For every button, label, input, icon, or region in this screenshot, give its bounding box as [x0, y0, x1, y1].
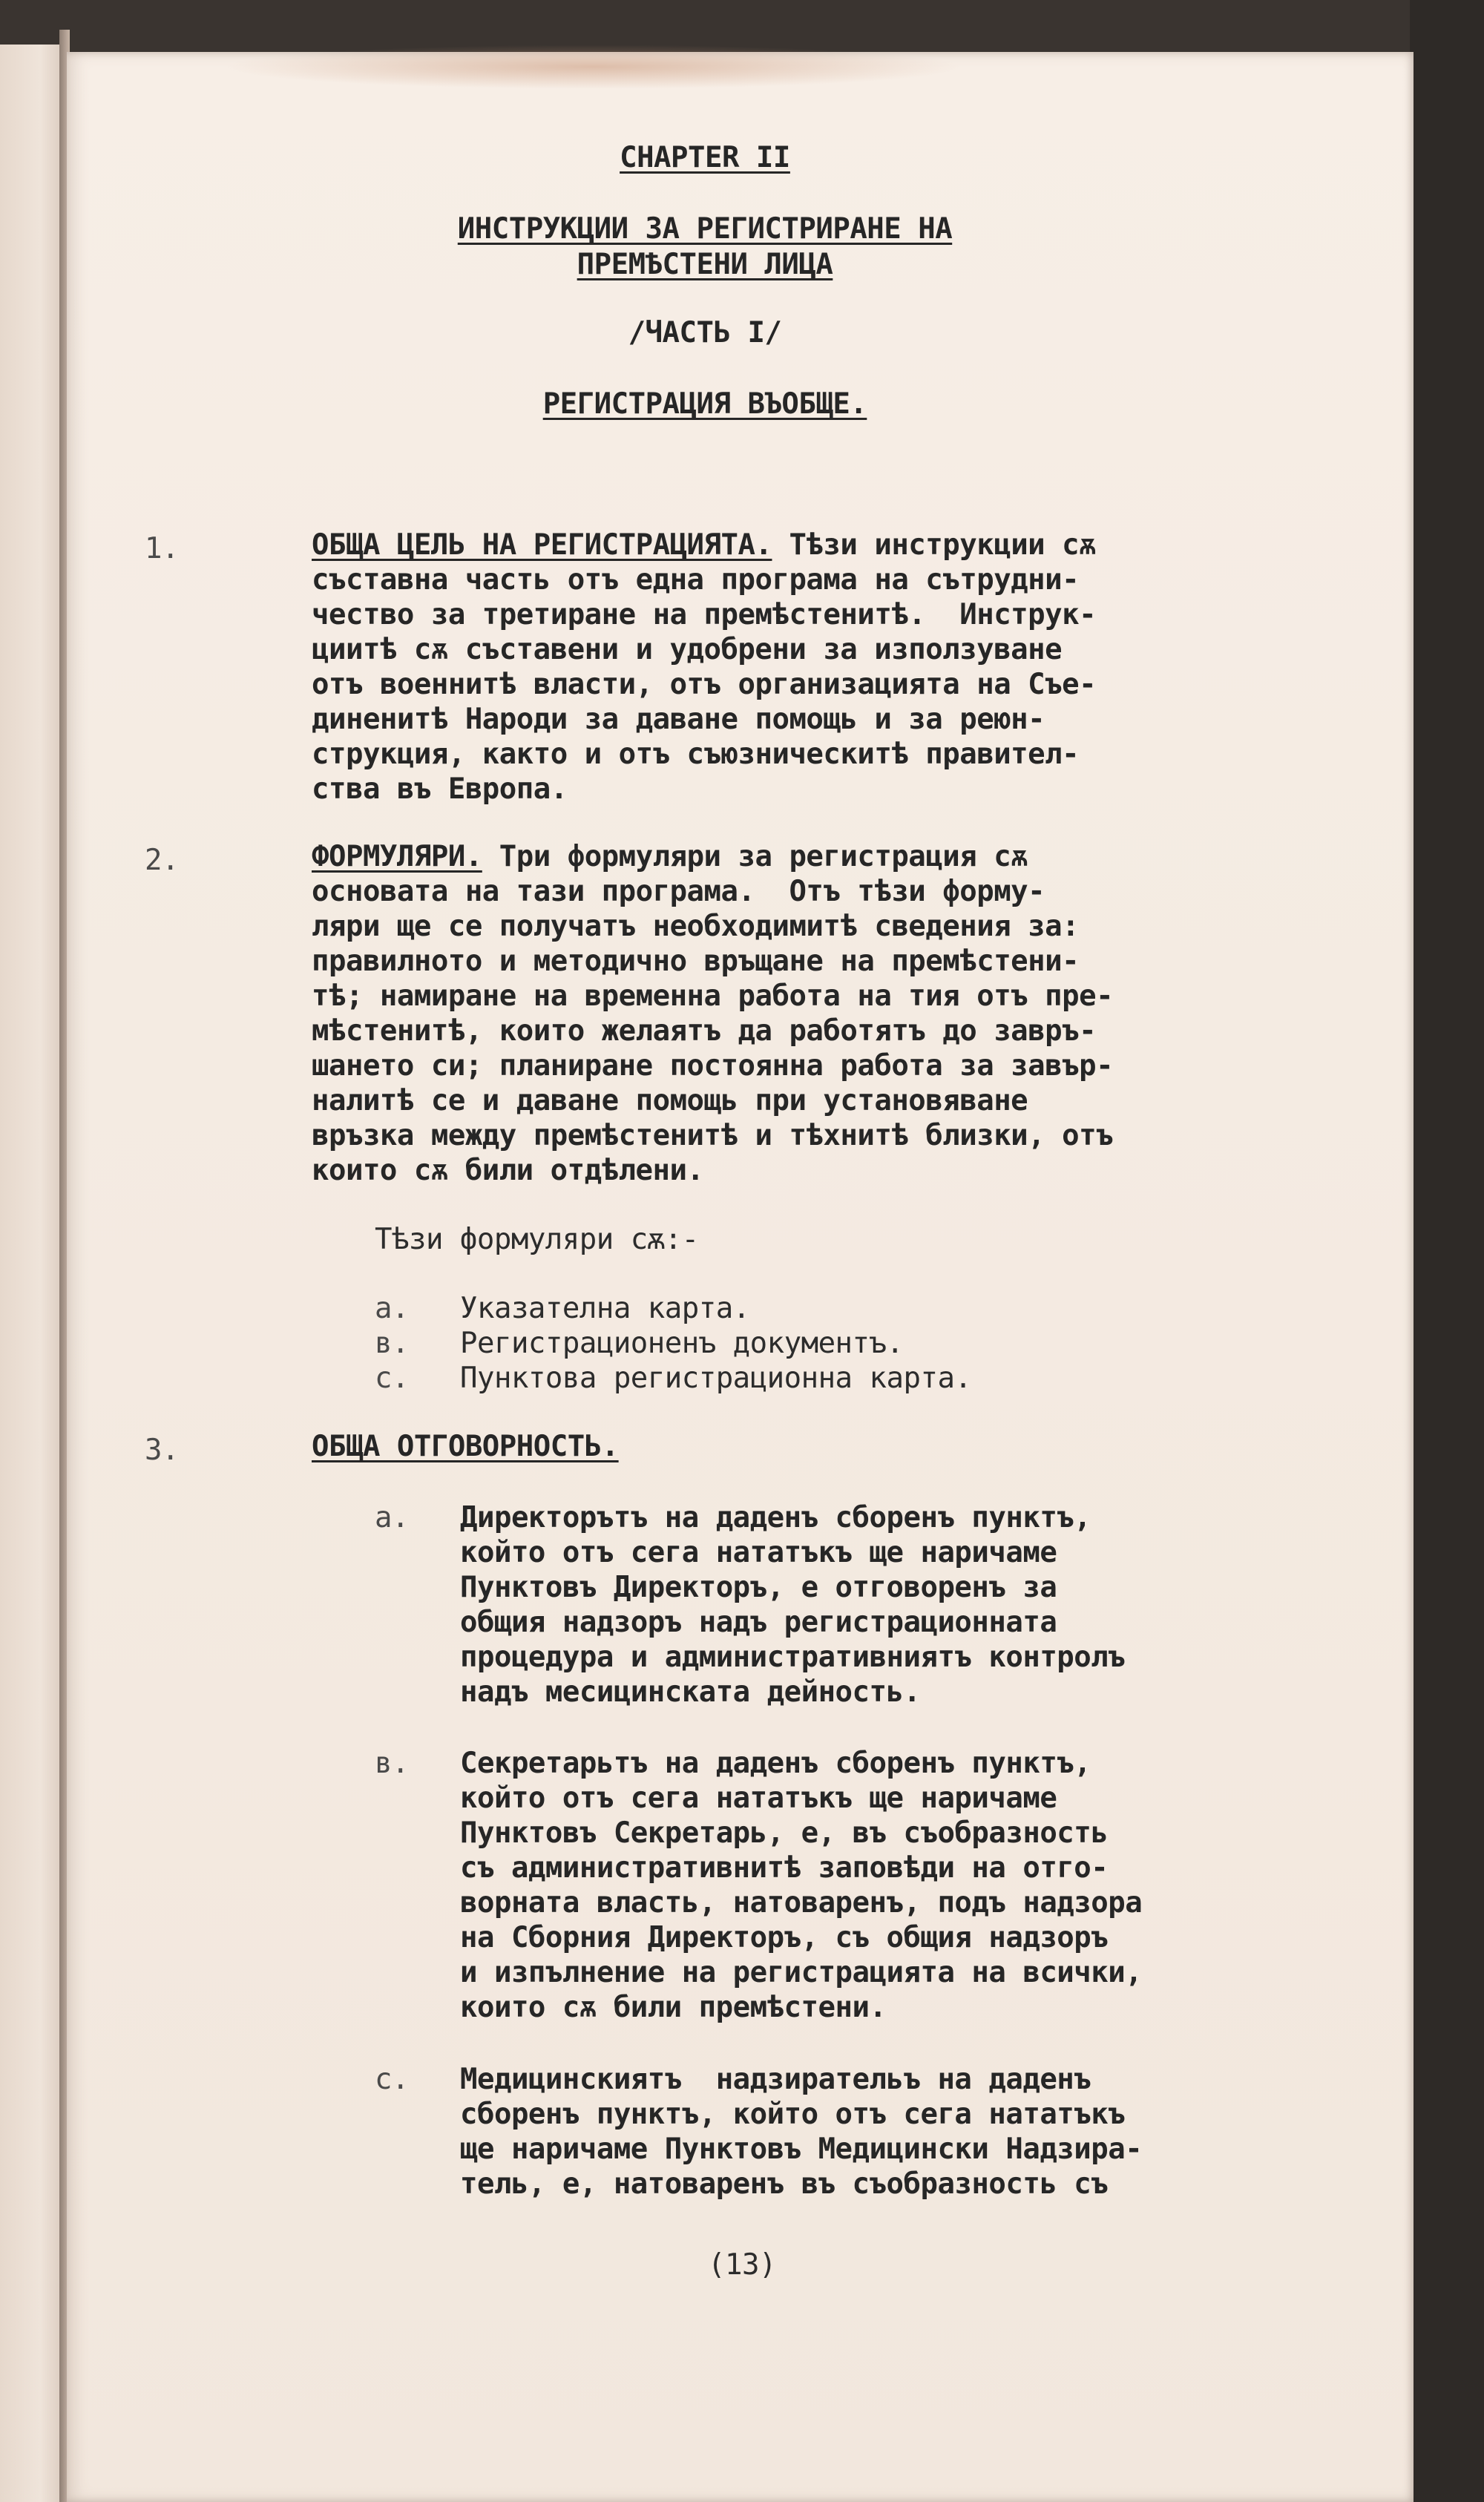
section-2-line: връзка между премѣстенитѣ и тѣхнитѣ близки, отъ — [312, 1119, 1114, 1152]
form-item: Регистрационенъ документъ. — [460, 1327, 904, 1360]
section-1-line: съставна часть отъ една програма на сътрудни- — [312, 563, 1080, 597]
section-1-line: струкция, както и отъ съюзническитѣ правител- — [312, 738, 1080, 771]
item-line: който отъ сега нататъкъ ще наричаме — [460, 1782, 1057, 1815]
section-heading: ФОРМУЛЯРИ. — [312, 840, 482, 873]
section-1-first-line — [312, 528, 1096, 563]
item-line: който отъ сега нататъкъ ще наричаме — [460, 1536, 1057, 1569]
section-number: 3. — [145, 1434, 179, 1467]
section-2-line: тѣ; намиране на временна работа на тия отъ пре- — [312, 979, 1114, 1013]
section-text: Тѣзи инструкции сѫ — [772, 528, 1097, 562]
page-stain — [223, 45, 965, 89]
section-number: 1. — [145, 532, 179, 565]
item-line: Директорътъ на даденъ сборенъ пунктъ, — [460, 1501, 1091, 1534]
section-2-line: шането си; планиране постоянна работа за завър- — [312, 1049, 1114, 1083]
title-line-2: ПРЕМѢСТЕНИ ЛИЦА — [577, 248, 833, 281]
section-2-line: ляри ще се получатъ необходимитѣ сведения за: — [312, 910, 1080, 943]
item-line: които сѫ били премѣстени. — [460, 1991, 887, 2024]
form-letter: в. — [375, 1327, 409, 1360]
item-letter: с. — [375, 2063, 409, 2096]
item-line: ворната власть, натоваренъ, подъ надзора — [460, 1886, 1143, 1920]
form-letter: а. — [375, 1292, 409, 1325]
section-1-line: диненитѣ Народи за даване помощь и за реюн- — [312, 703, 1045, 736]
section-1-line: ства въ Европа. — [312, 772, 568, 806]
item-line: Пунктовъ Директоръ, е отговоренъ за — [460, 1571, 1057, 1604]
page-number: (13) — [708, 2248, 776, 2282]
section-text: Три формуляри за регистрация сѫ — [482, 840, 1028, 873]
part-heading: /ЧАСТЬ I/ — [628, 316, 782, 349]
section-2-line: основата на тази програма. Отъ тѣзи форму- — [312, 875, 1045, 908]
section-2-first-line — [312, 840, 1028, 875]
item-line: и изпълнение на регистрацията на всички, — [460, 1956, 1143, 1989]
item-line: общия надзоръ надъ регистрационната — [460, 1606, 1057, 1639]
item-line: съ административнитѣ заповѣди на отго- — [460, 1851, 1109, 1885]
section-2-line: налитѣ се и даване помощь при установяване — [312, 1084, 1028, 1117]
chapter-heading: CHAPTER II — [620, 141, 790, 174]
section-2-line: правилното и методично връщане на премѣстени- — [312, 945, 1080, 978]
item-line: ще наричаме Пунктовъ Медицински Надзира- — [460, 2132, 1143, 2166]
section-number: 2. — [145, 844, 179, 877]
section-1-line: циитѣ сѫ съставени и удобрени за използуване — [312, 633, 1063, 666]
section-2-line: които сѫ били отдѣлени. — [312, 1154, 704, 1187]
item-line: надъ месицинската дейность. — [460, 1675, 921, 1709]
section-subtitle: РЕГИСТРАЦИЯ ВЪОБЩЕ. — [542, 387, 867, 421]
form-item: Указателна карта. — [460, 1292, 750, 1325]
item-line: тель, е, натоваренъ въ съобразность съ — [460, 2167, 1109, 2201]
facing-page-edge — [0, 45, 67, 2502]
item-line: Медицинскиятъ надзирательъ на даденъ — [460, 2063, 1091, 2096]
item-line: на Сборния Директоръ, съ общия надзоръ — [460, 1921, 1109, 1954]
form-item: Пунктова регистрационна карта. — [460, 1362, 972, 1395]
item-line: процедура и административниятъ контролъ — [460, 1641, 1126, 1674]
section-heading: ОБЩА ЦЕЛЬ НА РЕГИСТРАЦИЯТА. — [312, 528, 772, 562]
item-line: сборенъ пунктъ, който отъ сега нататъкъ — [460, 2098, 1126, 2131]
section-1-line: отъ военнитѣ власти, отъ организацията на Съе- — [312, 668, 1097, 701]
item-letter: а. — [375, 1501, 409, 1534]
item-letter: в. — [375, 1747, 409, 1780]
item-line: Пунктовъ Секретарь, е, въ съобразность — [460, 1816, 1109, 1850]
item-line: Секретарьтъ на даденъ сборенъ пунктъ, — [460, 1747, 1091, 1780]
background — [1410, 0, 1484, 2502]
form-letter: с. — [375, 1362, 409, 1395]
section-heading: ОБЩА ОТГОВОРНОСТЬ. — [312, 1430, 619, 1463]
title-line-1: ИНСТРУКЦИИ ЗА РЕГИСТРИРАНЕ НА — [457, 212, 953, 246]
forms-intro: Тѣзи формуляри сѫ:- — [375, 1223, 699, 1256]
section-1-line: чество за третиране на премѣстенитѣ. Инструк- — [312, 598, 1097, 631]
section-2-line: мѣстенитѣ, които желаятъ да работятъ до завръ- — [312, 1014, 1097, 1048]
